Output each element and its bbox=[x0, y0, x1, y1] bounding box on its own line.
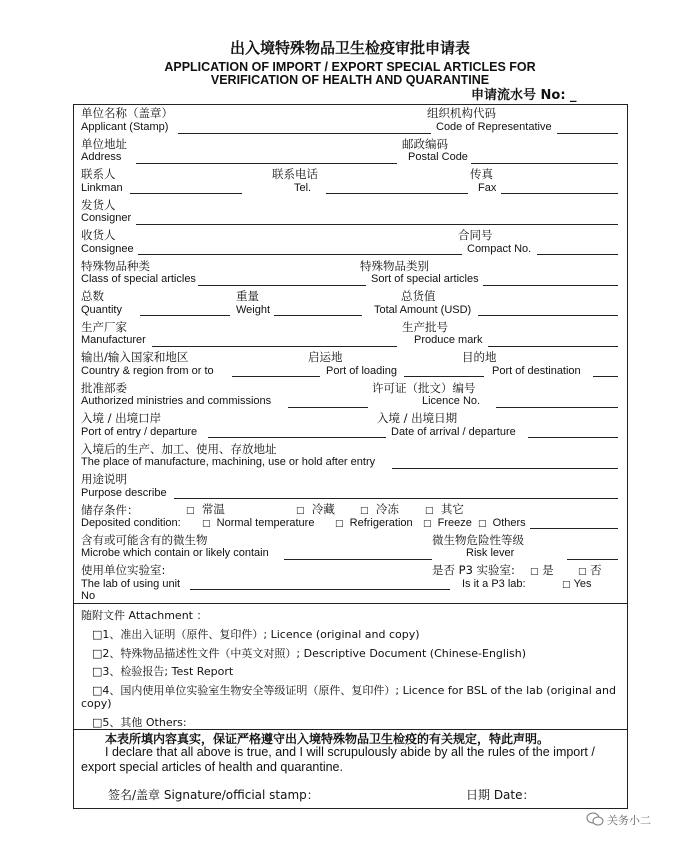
amount-label-cn: 总货值 bbox=[401, 289, 436, 303]
consigner-label-en: Consigner bbox=[81, 212, 132, 224]
checkbox-icon[interactable]: □ bbox=[562, 580, 571, 590]
ministries-label-en: Authorized ministries and commissions bbox=[81, 395, 272, 407]
declaration-en: I declare that all above is true, and I will scrupulously abide by all the rules of the import / export special articles of health and quarantine. bbox=[81, 745, 595, 774]
divider bbox=[73, 603, 628, 604]
linkman-label-en: Linkman bbox=[81, 182, 123, 194]
code-label-en: Code of Representative bbox=[436, 121, 552, 133]
purpose-label-cn: 用途说明 bbox=[81, 472, 127, 486]
microbe-label-cn: 含有或可能含有的微生物 bbox=[81, 533, 208, 547]
entry-port-label-en: Port of entry / departure bbox=[81, 426, 198, 438]
p3-no-cn[interactable]: □ 否 bbox=[578, 563, 602, 577]
tel-label-en: Tel. bbox=[294, 182, 312, 194]
checkbox-icon[interactable]: □ bbox=[202, 519, 211, 529]
declaration-cn: 本表所填内容真实，保证严格遵守出入境特殊物品卫生检疫的有关规定，特此声明。 bbox=[105, 732, 550, 746]
loading-label-en: Port of loading bbox=[326, 365, 397, 377]
weight-label-cn: 重量 bbox=[236, 289, 259, 303]
wechat-logo-icon bbox=[586, 812, 604, 831]
class-field[interactable] bbox=[198, 285, 366, 286]
checkbox-icon[interactable]: □ bbox=[296, 506, 305, 516]
loading-label-cn: 启运地 bbox=[308, 350, 343, 364]
p3-yes-en[interactable]: □ Yes bbox=[562, 578, 592, 590]
address-label-en: Address bbox=[81, 151, 122, 163]
p3-label-cn: 是否 P3 实验室: bbox=[432, 563, 515, 577]
microbe-label-en: Microbe which contain or likely contain bbox=[81, 547, 269, 559]
class-label-cn: 特殊物品种类 bbox=[81, 259, 150, 273]
storage-label-en: Deposited condition: bbox=[81, 517, 181, 529]
place-label-cn: 入境后的生产、加工、使用、存放地址 bbox=[81, 442, 277, 456]
purpose-label-en: Purpose describe bbox=[81, 487, 167, 499]
normal-checkbox-cn[interactable]: □ 常温 bbox=[186, 502, 225, 516]
licence-label-en: Licence No. bbox=[422, 395, 481, 407]
lab-field[interactable] bbox=[190, 589, 450, 590]
consigner-label-cn: 发货人 bbox=[81, 198, 116, 212]
serial-number: 申请流水号 No: _ bbox=[471, 88, 577, 103]
address-label-cn: 单位地址 bbox=[81, 137, 127, 151]
storage-label-cn: 储存条件： bbox=[81, 503, 139, 517]
compact-label-en: Compact No. bbox=[467, 243, 532, 255]
licence-label-cn: 许可证（批文）编号 bbox=[372, 381, 476, 395]
microbe-field[interactable] bbox=[284, 559, 432, 560]
quantity-label-cn: 总数 bbox=[81, 289, 104, 303]
freeze-checkbox-en[interactable]: □ Freeze bbox=[423, 517, 472, 529]
date-label: 日期 Date： bbox=[466, 788, 535, 802]
loading-field[interactable] bbox=[404, 376, 484, 377]
postal-label-cn: 邮政编码 bbox=[402, 137, 448, 151]
arrival-label-en: Date of arrival / departure bbox=[391, 426, 516, 438]
fax-field[interactable] bbox=[501, 193, 618, 194]
amount-field[interactable] bbox=[478, 315, 618, 316]
consigner-field[interactable] bbox=[136, 224, 618, 225]
risk-label-en: Risk lever bbox=[466, 547, 515, 559]
attachment-item-1[interactable]: □1、准出入证明（原件、复印件）; Licence (original and copy) bbox=[92, 628, 420, 641]
attachment-item-3[interactable]: □3、检验报告; Test Report bbox=[92, 665, 234, 678]
quantity-label-en: Quantity bbox=[81, 304, 122, 316]
p3-yes-cn[interactable]: □ 是 bbox=[530, 563, 554, 577]
postal-label-en: Postal Code bbox=[408, 151, 468, 163]
others-field[interactable] bbox=[530, 528, 618, 529]
freeze-checkbox-cn[interactable]: □ 冷冻 bbox=[360, 502, 399, 516]
country-label-cn: 输出/输入国家和地区 bbox=[81, 350, 189, 364]
produce-label-cn: 生产批号 bbox=[402, 320, 448, 334]
ministries-label-cn: 批准部委 bbox=[81, 381, 127, 395]
weight-label-en: Weight bbox=[236, 304, 271, 316]
place-label-en: The place of manufacture, machining, use or hold after entry bbox=[81, 456, 376, 468]
country-label-en: Country & region from or to bbox=[81, 365, 214, 377]
attachment-item-4-cont: copy) bbox=[81, 697, 112, 710]
applicant-label-cn: 单位名称（盖章） bbox=[81, 106, 173, 120]
attachment-item-5[interactable]: □5、其他 Others: bbox=[92, 716, 187, 729]
checkbox-icon[interactable]: □ bbox=[530, 567, 539, 577]
place-field[interactable] bbox=[392, 468, 618, 469]
entry-port-label-cn: 入境 / 出境口岸 bbox=[81, 411, 162, 425]
checkbox-icon[interactable]: □ bbox=[425, 506, 434, 516]
tel-label-cn: 联系电话 bbox=[272, 167, 318, 181]
tel-field[interactable] bbox=[326, 193, 468, 194]
checkbox-icon[interactable]: □ bbox=[423, 519, 432, 529]
checkbox-icon[interactable]: □ bbox=[186, 506, 195, 516]
produce-field[interactable] bbox=[488, 346, 618, 347]
amount-label-en: Total Amount (USD) bbox=[374, 304, 472, 316]
produce-label-en: Produce mark bbox=[414, 334, 483, 346]
checkbox-icon[interactable]: □ bbox=[335, 519, 344, 529]
postal-field[interactable] bbox=[471, 163, 618, 164]
refrig-checkbox-cn[interactable]: □ 冷藏 bbox=[296, 502, 335, 516]
checkbox-icon[interactable]: □ bbox=[478, 519, 487, 529]
address-field[interactable] bbox=[136, 163, 397, 164]
fax-label-en: Fax bbox=[478, 182, 497, 194]
applicant-label-en: Applicant (Stamp) bbox=[81, 121, 169, 133]
linkman-field[interactable] bbox=[130, 193, 242, 194]
signature-label: 签名/盖章 Signature/official stamp： bbox=[108, 788, 319, 802]
form-title-en-line2: VERIFICATION OF HEALTH AND QUARANTINE bbox=[210, 73, 490, 87]
entry-port-field[interactable] bbox=[208, 437, 386, 438]
code-field[interactable] bbox=[557, 133, 618, 134]
manufacturer-label-en: Manufacturer bbox=[81, 334, 146, 346]
weight-field[interactable] bbox=[274, 315, 362, 316]
fax-label-cn: 传真 bbox=[470, 167, 493, 181]
attachment-heading: 随附文件 Attachment ： bbox=[81, 609, 208, 622]
sort-label-cn: 特殊物品类别 bbox=[360, 259, 429, 273]
licence-field[interactable] bbox=[496, 407, 618, 408]
checkbox-icon[interactable]: □ bbox=[578, 567, 587, 577]
ministries-field[interactable] bbox=[288, 407, 368, 408]
class-label-en: Class of special articles bbox=[81, 273, 196, 285]
checkbox-icon[interactable]: □ bbox=[360, 506, 369, 516]
attachment-item-4[interactable]: □4、国内使用单位实验室生物安全等级证明（原件、复印件）; Licence for BSL of the lab (original and bbox=[92, 684, 616, 697]
form-title-en-line1: APPLICATION OF IMPORT / EXPORT SPECIAL ARTICLES FOR bbox=[164, 60, 536, 74]
sort-label-en: Sort of special articles bbox=[371, 273, 479, 285]
linkman-label-cn: 联系人 bbox=[81, 167, 116, 181]
consignee-label-cn: 收货人 bbox=[81, 228, 116, 242]
purpose-field[interactable] bbox=[174, 498, 618, 499]
country-field[interactable] bbox=[232, 376, 320, 377]
attachment-item-2[interactable]: □2、特殊物品描述性文件（中英文对照）; Descriptive Document (Chinese-English) bbox=[92, 647, 527, 660]
p3-no-en[interactable]: No bbox=[81, 590, 96, 602]
refrig-checkbox-en[interactable]: □ Refrigeration bbox=[335, 517, 413, 529]
lab-label-en: The lab of using unit bbox=[81, 578, 181, 590]
destination-label-cn: 目的地 bbox=[462, 350, 497, 364]
compact-field[interactable] bbox=[537, 254, 618, 255]
others-checkbox-cn[interactable]: □ 其它 bbox=[425, 502, 464, 516]
manufacturer-field[interactable] bbox=[152, 346, 397, 347]
watermark-text: 关务小二 bbox=[607, 814, 651, 827]
consignee-label-en: Consignee bbox=[81, 243, 134, 255]
form-title-cn: 出入境特殊物品卫生检疫审批申请表 bbox=[229, 39, 470, 57]
arrival-label-cn: 入境 / 出境日期 bbox=[377, 411, 458, 425]
destination-label-en: Port of destination bbox=[492, 365, 581, 377]
quantity-field[interactable] bbox=[140, 315, 230, 316]
sort-field[interactable] bbox=[483, 285, 618, 286]
normal-checkbox-en[interactable]: □ Normal temperature bbox=[202, 517, 315, 529]
destination-field[interactable] bbox=[593, 376, 618, 377]
lab-label-cn: 使用单位实验室: bbox=[81, 563, 166, 577]
applicant-field[interactable] bbox=[178, 133, 431, 134]
compact-label-cn: 合同号 bbox=[458, 228, 493, 242]
consignee-field[interactable] bbox=[138, 254, 462, 255]
code-label-cn: 组织机构代码 bbox=[427, 106, 496, 120]
manufacturer-label-cn: 生产厂家 bbox=[81, 320, 127, 334]
arrival-field[interactable] bbox=[528, 437, 618, 438]
risk-field[interactable] bbox=[567, 559, 618, 560]
others-checkbox-en[interactable]: □ Others bbox=[478, 517, 526, 529]
p3-label-en: Is it a P3 lab: bbox=[462, 578, 526, 590]
risk-label-cn: 微生物危险性等级 bbox=[432, 533, 524, 547]
